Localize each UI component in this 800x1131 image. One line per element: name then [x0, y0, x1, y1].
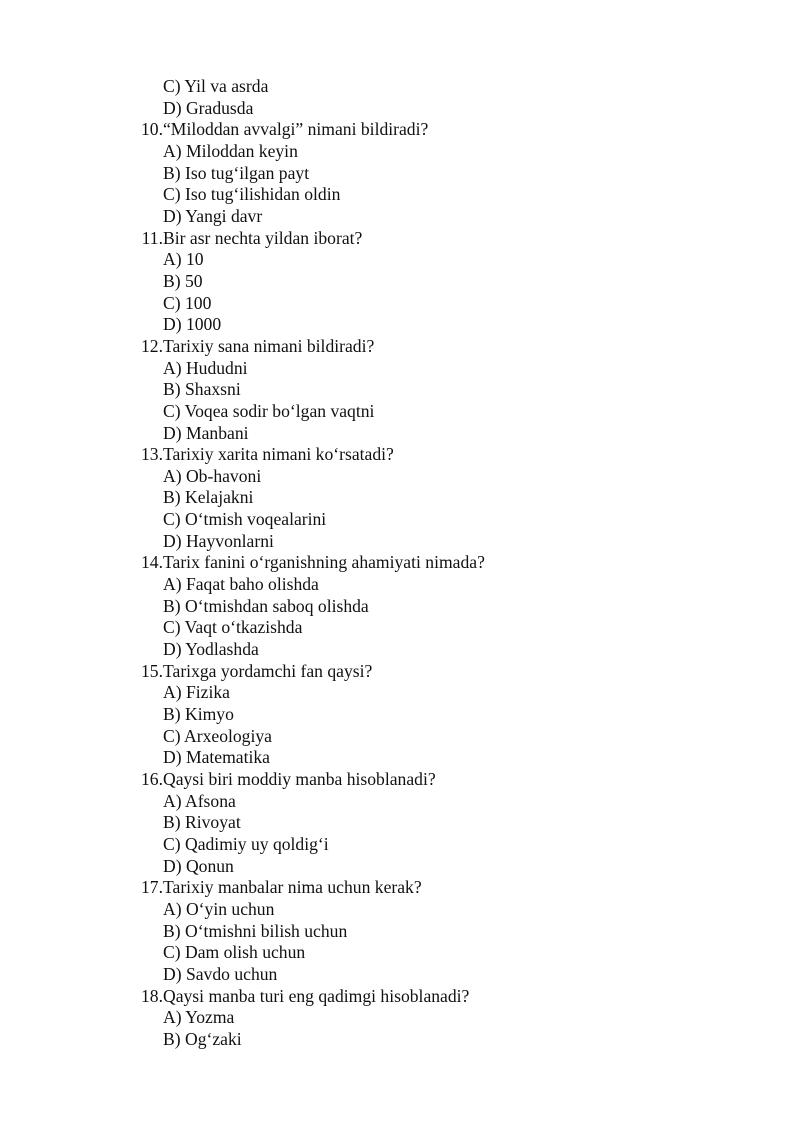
answer-option: A) O‘yin uchun: [163, 898, 275, 919]
answer-option: A) Hududni: [163, 357, 248, 378]
answer-option: B) O‘tmishdan saboq olishda: [163, 595, 369, 616]
answer-option: A) Fizika: [163, 682, 230, 703]
answer-option: B) Shaxsni: [163, 379, 241, 400]
question-12: [0, 336, 800, 358]
question-number: 16.: [141, 769, 163, 789]
answer-option: C) Yil va asrda: [163, 76, 269, 96]
question-text: Tarixiy sana nimani bildiradi?: [163, 335, 375, 356]
answer-option: D) Qonun: [163, 855, 234, 876]
question-text: Tarixga yordamchi fan qaysi?: [163, 660, 373, 681]
answer-option: A) 10: [163, 249, 204, 270]
question-number: 14.: [141, 552, 163, 573]
answer-option: D) Savdo uchun: [163, 963, 278, 984]
question-10: [0, 119, 800, 141]
answer-option: A) Afsona: [163, 790, 236, 811]
answer-option: B) Kimyo: [163, 704, 234, 725]
answer-option: C) O‘tmish voqealarini: [163, 509, 327, 530]
answer-option: D) Yodlashda: [163, 639, 259, 660]
answer-option: C) Vaqt o‘tkazishda: [163, 617, 303, 638]
answer-option: B) Og‘zaki: [163, 1028, 242, 1049]
quiz-content: [0, 76, 800, 1051]
question-text: Bir asr nechta yildan iborat?: [163, 227, 363, 248]
answer-option: A) Yozma: [163, 1007, 235, 1028]
answer-option: B) Rivoyat: [163, 812, 241, 833]
question-text: Qaysi biri moddiy manba hisoblanadi?: [163, 769, 436, 789]
answer-option: D) Yangi davr: [163, 205, 263, 226]
answer-option: A) Faqat baho olishda: [163, 574, 319, 595]
question-11: [0, 228, 800, 250]
answer-option: A) Ob-havoni: [163, 465, 262, 486]
question-text: Tarixiy xarita nimani ko‘rsatadi?: [163, 444, 394, 465]
answer-option: C) Iso tug‘ilishidan oldin: [163, 184, 341, 205]
question-17: [0, 877, 800, 899]
answer-option: B) Kelajakni: [163, 487, 254, 508]
question-text: Qaysi manba turi eng qadimgi hisoblanadi?: [163, 985, 470, 1006]
answer-option: B) Iso tug‘ilgan payt: [163, 162, 310, 183]
answer-option: A) Miloddan keyin: [163, 140, 298, 161]
answer-option: C) Voqea sodir bo‘lgan vaqtni: [163, 400, 375, 421]
question-number: 17.: [141, 877, 163, 898]
question-text: Tarix fanini o‘rganishning ahamiyati nimada?: [163, 552, 485, 573]
question-16: [0, 769, 800, 791]
question-14: [0, 552, 800, 574]
question-15: [0, 661, 800, 683]
answer-option: C) Dam olish uchun: [163, 942, 306, 963]
answer-option: D) Manbani: [163, 422, 249, 443]
answer-option: D) Gradusda: [163, 97, 254, 118]
question-number: 11.: [141, 227, 163, 248]
question-number: 13.: [141, 444, 163, 465]
question-18: [0, 986, 800, 1008]
question-number: 15.: [141, 660, 163, 681]
answer-option: B) 50: [163, 270, 203, 291]
answer-option: C) 100: [163, 292, 212, 313]
question-13: [0, 444, 800, 466]
question-number: 10.: [141, 119, 163, 140]
question-text: “Miloddan avvalgi” nimani bildiradi?: [163, 119, 429, 140]
answer-option: D) Hayvonlarni: [163, 530, 274, 551]
question-number: 18.: [141, 985, 163, 1006]
answer-option: B) O‘tmishni bilish uchun: [163, 920, 348, 941]
answer-option: C) Qadimiy uy qoldig‘i: [163, 833, 329, 854]
answer-option: D) 1000: [163, 314, 222, 335]
question-number: 12.: [141, 335, 163, 356]
answer-option: C) Arxeologiya: [163, 725, 272, 746]
question-text: Tarixiy manbalar nima uchun kerak?: [163, 877, 422, 898]
answer-option: D) Matematika: [163, 747, 270, 768]
